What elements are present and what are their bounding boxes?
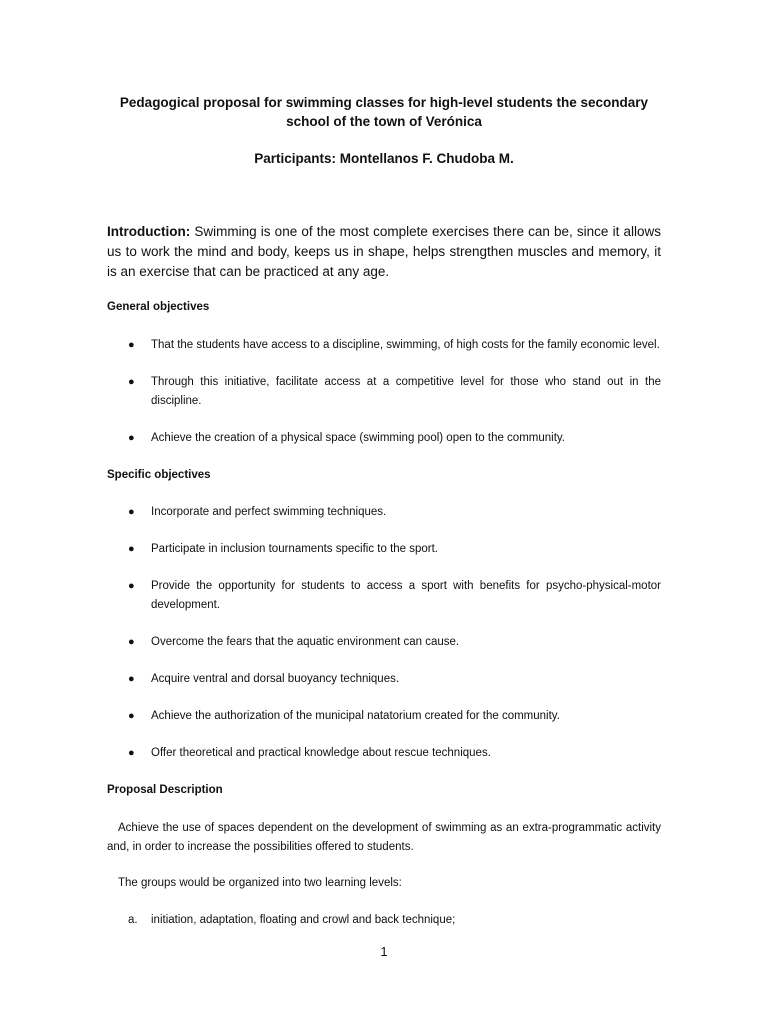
- document-title: Pedagogical proposal for swimming classes for high-level students the secondary school of the town of Verónica: [119, 95, 649, 129]
- list-item-text: Offer theoretical and practical knowledge about rescue techniques.: [151, 747, 491, 759]
- list-marker: a.: [128, 914, 138, 926]
- introduction-label: Introduction:: [107, 224, 191, 239]
- list-item: [128, 744, 661, 763]
- bullet-icon: ●: [128, 432, 135, 444]
- list-item-text: Incorporate and perfect swimming techniques.: [151, 506, 387, 518]
- introduction-paragraph: [107, 222, 661, 282]
- bullet-icon: ●: [128, 580, 135, 592]
- bullet-icon: ●: [128, 636, 135, 648]
- list-item-text: Provide the opportunity for students to access a sport with benefits for psycho-physical-motor development.: [151, 580, 661, 611]
- bullet-icon: ●: [128, 339, 135, 351]
- list-item-text: Through this initiative, facilitate access at a competitive level for those who stand out in the discipline.: [151, 376, 661, 407]
- list-item-text: Participate in inclusion tournaments specific to the sport.: [151, 543, 439, 555]
- learning-levels-intro: The groups would be organized into two learning levels:: [118, 877, 402, 889]
- specific-objectives-heading: Specific objectives: [107, 469, 211, 481]
- list-item: [128, 577, 661, 615]
- bullet-icon: ●: [128, 747, 135, 759]
- list-item: [128, 336, 661, 355]
- participants-line: Participants: Montellanos F. Chudoba M.: [254, 151, 514, 166]
- list-item: [128, 670, 661, 689]
- general-objectives-heading: General objectives: [107, 301, 210, 313]
- bullet-icon: ●: [128, 673, 135, 685]
- proposal-description-heading: Proposal Description: [107, 784, 223, 796]
- list-item: [128, 540, 661, 559]
- list-item: [128, 373, 661, 411]
- page-number: 1: [380, 944, 388, 959]
- description-paragraph: Achieve the use of spaces dependent on the development of swimming as an extra-programmatic activity and, in order to increase the possibilities offered to students.: [107, 822, 661, 853]
- list-item-text: Overcome the fears that the aquatic environment can cause.: [151, 636, 460, 648]
- list-item: [128, 633, 661, 652]
- bullet-icon: ●: [128, 506, 135, 518]
- bullet-icon: ●: [128, 710, 135, 722]
- list-item-text: initiation, adaptation, floating and crowl and back technique;: [151, 914, 456, 926]
- bullet-icon: ●: [128, 376, 135, 388]
- introduction-text: Swimming is one of the most complete exercises there can be, since it allows us to work the mind and body, keeps us in shape, helps strengthen muscles and memory, it is an exercise that can be practiced at any age.: [107, 224, 661, 279]
- list-item: [128, 429, 661, 448]
- bullet-icon: ●: [128, 543, 135, 555]
- list-item-text: Achieve the creation of a physical space (swimming pool) open to the community.: [151, 432, 565, 444]
- list-item: [128, 503, 661, 522]
- list-item-text: Achieve the authorization of the municipal natatorium created for the community.: [151, 710, 560, 722]
- list-item-text: That the students have access to a discipline, swimming, of high costs for the family economic level.: [151, 339, 660, 351]
- list-item-text: Acquire ventral and dorsal buoyancy techniques.: [151, 673, 400, 685]
- list-item: [128, 911, 455, 930]
- list-item: [128, 707, 661, 726]
